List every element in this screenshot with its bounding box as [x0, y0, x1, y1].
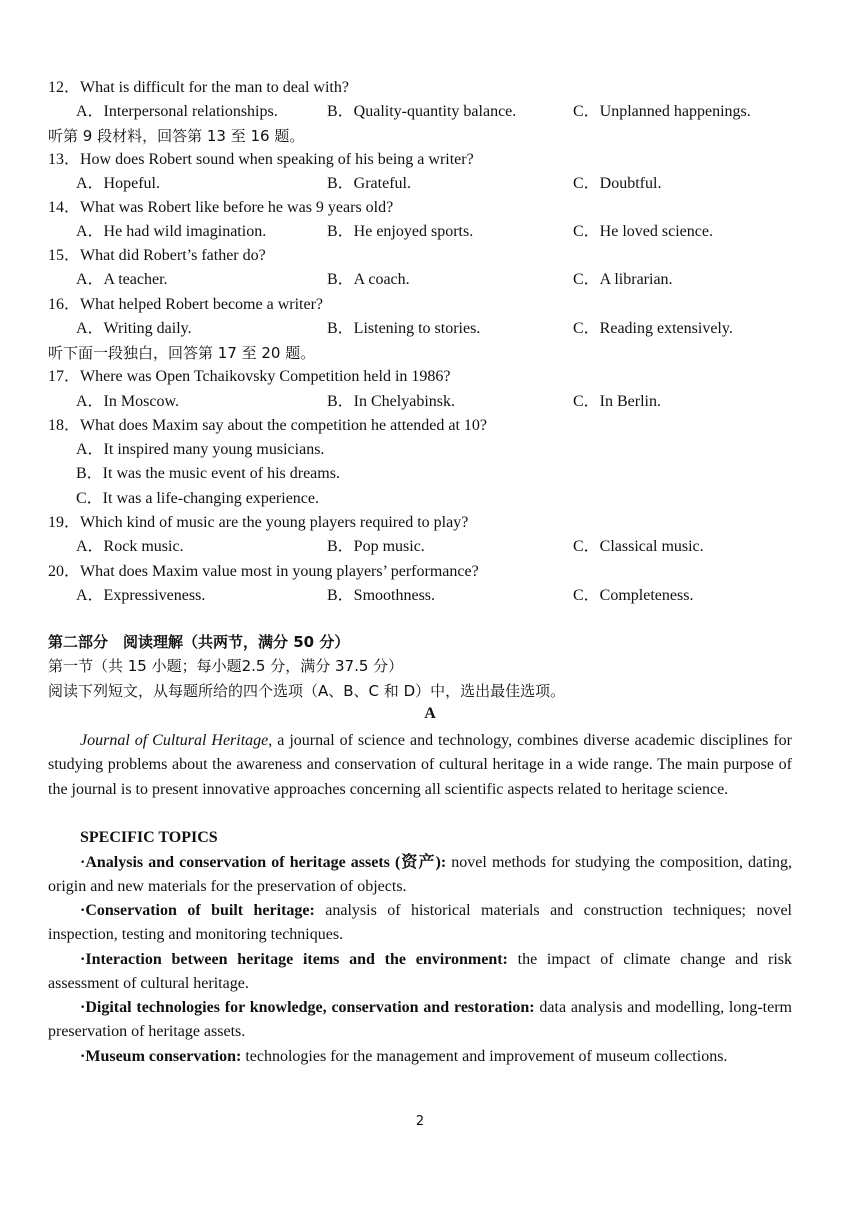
listening-direction-10: 听下面一段独白，回答第 17 至 20 题。 — [48, 344, 316, 362]
passage-intro-text: , a journal of science and technology, combines diverse academic disciplines for studying problems about the awareness and conservation of cultural heritage in a wide range. The main purpose of the journal is to present innovative approaches concerning all scientific aspects related to heritage science. — [48, 732, 793, 798]
question-15-stem: 15．What did Robert’s father do? — [48, 247, 266, 264]
part2-instruction: 阅读下列短文，从每题所给的四个选项（A、B、C 和 D）中，选出最佳选项。 — [48, 682, 566, 700]
question-19-option-b: B．Pop music. — [327, 538, 425, 555]
question-16-option-a: A．Writing daily. — [76, 320, 192, 337]
topic-desc: technologies for the management and improvement of museum collections. — [241, 1048, 728, 1065]
question-16-stem: 16．What helped Robert become a writer? — [48, 296, 324, 313]
question-20-option-a: A．Expressiveness. — [76, 587, 206, 604]
part2-title: 第二部分 阅读理解（共两节，满分 50 分） — [48, 633, 350, 651]
question-16-option-c: C．Reading extensively. — [573, 320, 733, 337]
passage-label: A — [424, 705, 436, 722]
question-13-option-a: A．Hopeful. — [76, 175, 160, 192]
topic-item — [48, 948, 792, 997]
topic-item — [48, 996, 792, 1045]
question-17-option-c: C．In Berlin. — [573, 393, 661, 410]
topic-item — [48, 851, 792, 900]
question-14-option-c: C．He loved science. — [573, 223, 713, 240]
question-18-option-a: A．It inspired many young musicians. — [76, 441, 325, 458]
question-13-option-b: B．Grateful. — [327, 175, 411, 192]
question-17-stem: 17．Where was Open Tchaikovsky Competition held in 1986? — [48, 368, 451, 385]
question-12-stem: 12．What is difficult for the man to deal with? — [48, 79, 349, 96]
question-17-option-a: A．In Moscow. — [76, 393, 179, 410]
question-14-option-a: A．He had wild imagination. — [76, 223, 267, 240]
listening-direction-9: 听第 9 段材料，回答第 13 至 16 题。 — [48, 127, 305, 145]
question-13-option-c: C．Doubtful. — [573, 175, 662, 192]
question-20-option-c: C．Completeness. — [573, 587, 694, 604]
question-17-option-b: B．In Chelyabinsk. — [327, 393, 455, 410]
question-14-option-b: B．He enjoyed sports. — [327, 223, 474, 240]
question-20-option-b: B．Smoothness. — [327, 587, 436, 604]
topic-item — [48, 899, 792, 948]
question-20-stem: 20．What does Maxim value most in young players’ performance? — [48, 563, 479, 580]
question-12-option-a: A．Interpersonal relationships. — [76, 103, 278, 120]
journal-name: Journal of Cultural Heritage — [80, 732, 269, 749]
question-19-stem: 19．Which kind of music are the young players required to play? — [48, 514, 469, 531]
question-15-option-c: C．A librarian. — [573, 271, 673, 288]
topic-title: ·Conservation of built heritage: — [80, 902, 315, 919]
question-13-stem: 13．How does Robert sound when speaking of his being a writer? — [48, 151, 474, 168]
question-18-option-c: C．It was a life-changing experience. — [76, 490, 320, 507]
topic-title: ·Interaction between heritage items and the environment: — [80, 951, 508, 968]
topic-title: ·Museum conservation: — [80, 1048, 242, 1065]
topic-desc: novel methods for studying the composition, dating, origin and new materials for the preservation of objects. — [48, 854, 793, 896]
topic-item — [48, 1045, 792, 1069]
question-12-option-c: C．Unplanned happenings. — [573, 103, 751, 120]
question-18-stem: 18．What does Maxim say about the competition he attended at 10? — [48, 417, 487, 434]
topic-desc: the impact of climate change and risk assessment of cultural heritage. — [48, 951, 793, 993]
topics-heading: SPECIFIC TOPICS — [80, 829, 218, 846]
passage-intro — [48, 729, 792, 802]
topic-title: ·Analysis and conservation of heritage assets (资产): — [80, 854, 447, 871]
topic-desc: data analysis and modelling, long-term preservation of heritage assets. — [48, 999, 792, 1041]
question-15-option-b: B．A coach. — [327, 271, 410, 288]
page-number: 2 — [415, 1114, 425, 1129]
part2-section1: 第一节（共 15 小题；每小题2.5 分，满分 37.5 分） — [48, 657, 404, 675]
question-18-option-b: B．It was the music event of his dreams. — [76, 465, 340, 482]
question-12-option-b: B．Quality-quantity balance. — [327, 103, 517, 120]
topic-desc: analysis of historical materials and construction techniques; novel inspection, testing and monitoring techniques. — [48, 902, 792, 944]
question-14-stem: 14．What was Robert like before he was 9 years old? — [48, 199, 394, 216]
question-16-option-b: B．Listening to stories. — [327, 320, 481, 337]
question-19-option-c: C．Classical music. — [573, 538, 704, 555]
question-15-option-a: A．A teacher. — [76, 271, 168, 288]
topic-title: ·Digital technologies for knowledge, conservation and restoration: — [80, 999, 535, 1016]
question-19-option-a: A．Rock music. — [76, 538, 184, 555]
